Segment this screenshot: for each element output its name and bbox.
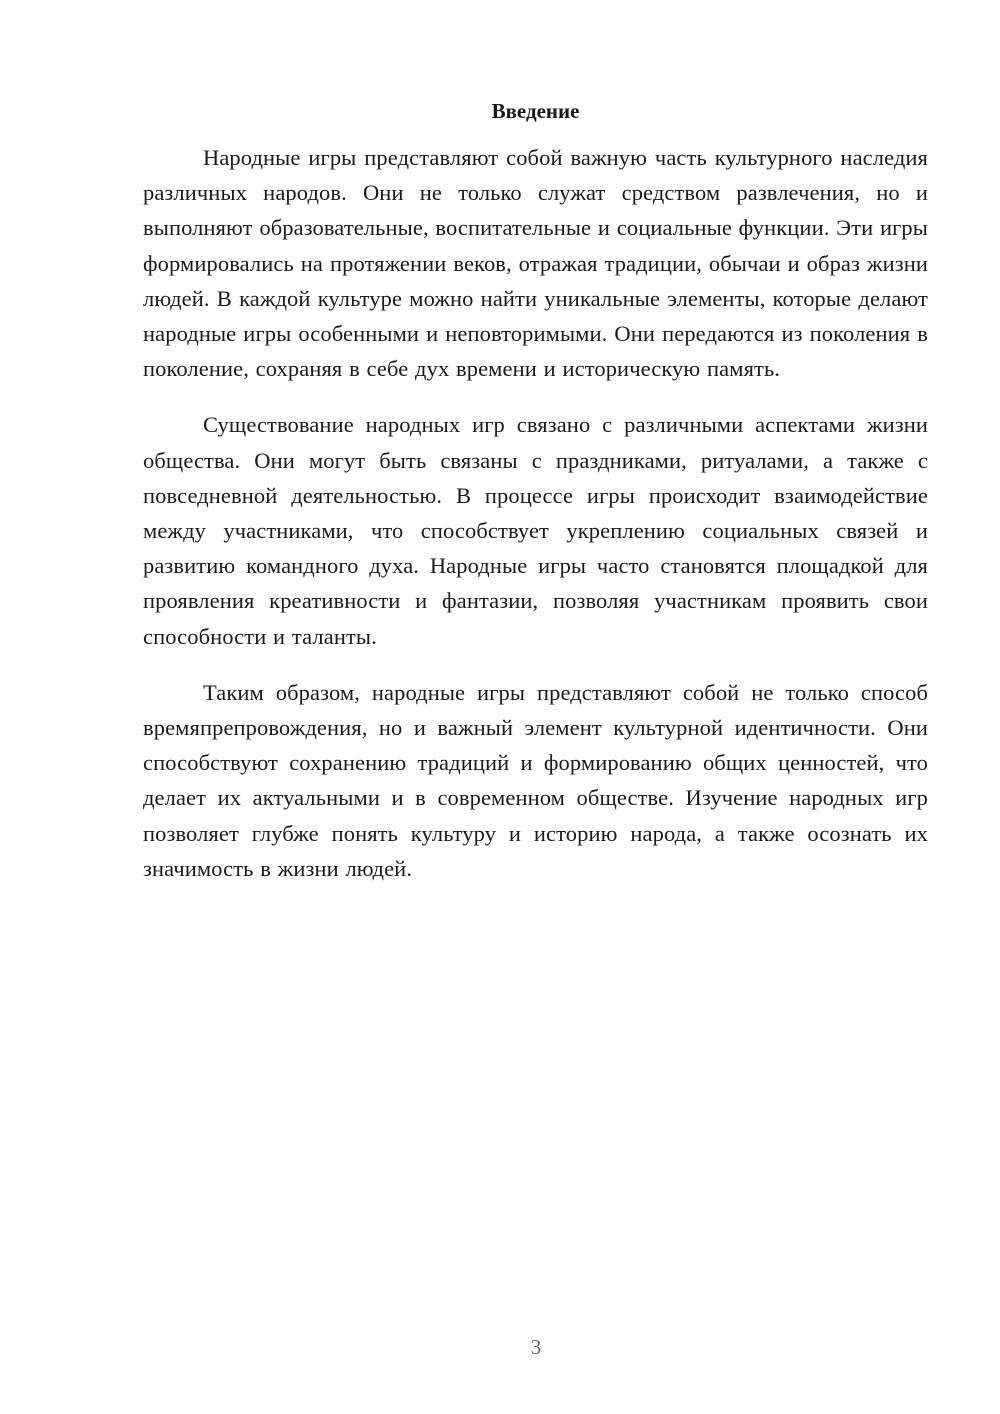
page-number: 3 <box>530 1335 542 1359</box>
section-heading: Введение <box>491 99 580 123</box>
paragraph-intro: Народные игры представляют собой важную часть культурного наследия различных народов. Они не только служат средством развлечения, но и выполняют образовательные, воспитательные и социальные функции. Эти игры формировались на протяжении веков, отражая традиции, обычаи и образ жизни людей. В каждой культуре можно найти уникальные элементы, которые делают народные игры особенными и неповторимыми. Они передаются из поколения в поколение, сохраняя в себе дух времени и историческую память. <box>143 145 928 382</box>
paragraph-society: Существование народных игр связано с различными аспектами жизни общества. Они могут быть связаны с праздниками, ритуалами, а также с повседневной деятельностью. В процессе игры происходит взаимодействие между участниками, что способствует укреплению социальных связей и развитию командного духа. Народные игры часто становятся площадкой для проявления креативности и фантазии, позволяя участникам проявить свои способности и таланты. <box>143 412 928 649</box>
page-content <box>143 96 928 907</box>
paragraph-conclusion: Таким образом, народные игры представляют собой не только способ времяпрепровождения, но и важный элемент культурной идентичности. Они способствуют сохранению традиций и формированию общих ценностей, что делает их актуальными и в современном обществе. Изучение народных игр позволяет глубже понять культуру и историю народа, а также осознать их значимость в жизни людей. <box>143 679 928 881</box>
